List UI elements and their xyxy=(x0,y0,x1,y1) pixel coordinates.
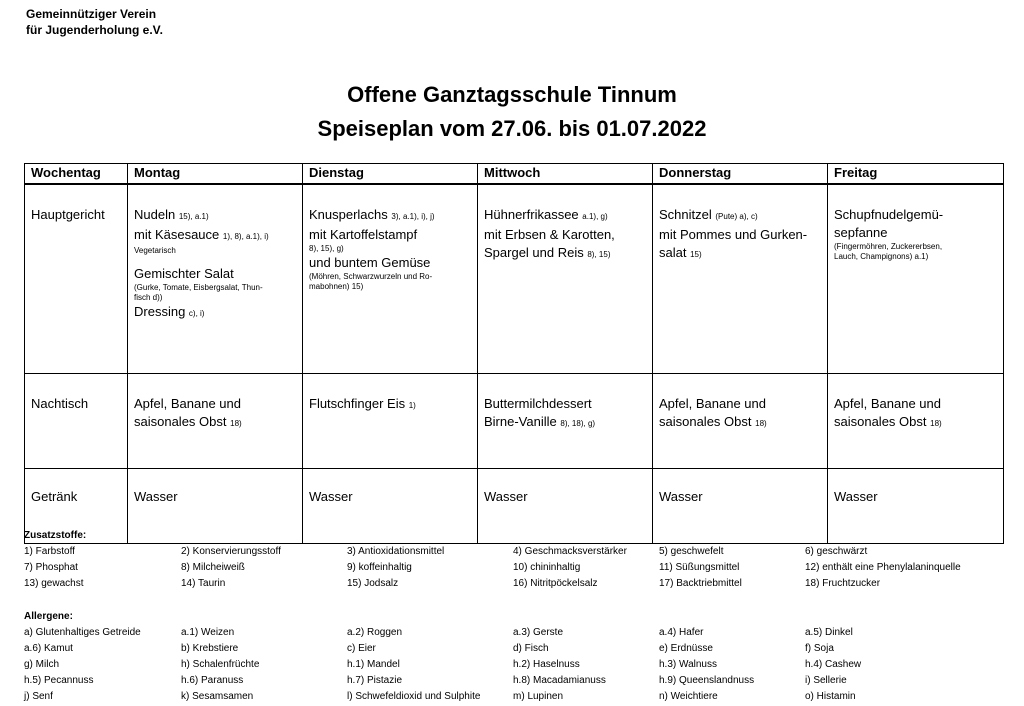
list-item: h.4) Cashew xyxy=(805,659,862,670)
organization-name xyxy=(26,6,163,38)
allergens-legend xyxy=(24,609,985,705)
list-item: h) Schalenfrüchte xyxy=(181,659,260,670)
cell-text: salat xyxy=(659,245,687,260)
list-item: 6) geschwärzt xyxy=(805,546,868,557)
main-friday xyxy=(828,184,1004,374)
cell-text: Apfel, Banane und xyxy=(659,396,766,411)
list-item: a.2) Roggen xyxy=(347,627,403,638)
drink-wednesday: Wasser xyxy=(478,469,653,544)
cell-text: 15) xyxy=(690,250,702,259)
list-item: m) Lupinen xyxy=(513,691,564,702)
cell-text: 18) xyxy=(230,419,242,428)
list-item: 10) chininhaltig xyxy=(513,562,581,573)
document-title: Offene Ganztagsschule Tinnum xyxy=(347,82,677,107)
cell-text: und buntem Gemüse xyxy=(309,255,431,270)
list-item: 4) Geschmacksverstärker xyxy=(513,546,627,557)
cell-text: a.1), g) xyxy=(582,212,608,221)
list-item: 14) Taurin xyxy=(181,578,226,589)
main-monday xyxy=(128,184,303,374)
list-item: i) Sellerie xyxy=(805,675,847,686)
list-item: a) Glutenhaltiges Getreide xyxy=(24,627,141,638)
drink-thursday: Wasser xyxy=(653,469,828,544)
cell-text: mit Käsesauce xyxy=(134,227,220,242)
list-item: 17) Backtriebmittel xyxy=(659,578,742,589)
cell-text: 1), 8), a.1), i) xyxy=(222,232,269,241)
list-item: c) Eier xyxy=(347,643,376,654)
cell-text: saisonales Obst xyxy=(659,414,752,429)
additives-list xyxy=(24,544,985,592)
list-item: 9) koffeinhaltig xyxy=(347,562,412,573)
drink-tuesday: Wasser xyxy=(303,469,478,544)
list-item: h.5) Pecannuss xyxy=(24,675,94,686)
cell-text: Hühnerfrikassee xyxy=(484,207,579,222)
table-row xyxy=(25,184,1004,374)
cell-text: 1) xyxy=(408,401,416,410)
cell-text: 8), 18), g) xyxy=(560,419,596,428)
cell-text: Nudeln xyxy=(134,207,176,222)
cell-text: 15), a.1) xyxy=(178,212,209,221)
additives-legend xyxy=(24,528,985,592)
cell-text: (Pute) a), c) xyxy=(715,212,758,221)
cell-text: Buttermilchdessert xyxy=(484,396,592,411)
table-header-row xyxy=(25,164,1004,185)
list-item: k) Sesamsamen xyxy=(181,691,254,702)
main-tuesday xyxy=(303,184,478,374)
list-item: a.3) Gerste xyxy=(513,627,564,638)
header-monday: Montag xyxy=(128,164,303,185)
cell-text: c), i) xyxy=(188,309,205,318)
list-item: l) Schwefeldioxid und Sulphite xyxy=(347,691,481,702)
list-item: 11) Süßungsmittel xyxy=(659,562,740,573)
cell-text: Schupfnudelgemü- xyxy=(834,207,944,222)
list-item: o) Histamin xyxy=(805,691,856,702)
cell-text: 8), 15), g) xyxy=(309,244,344,253)
list-item: 8) Milcheiweiß xyxy=(181,562,245,573)
list-item: n) Weichtiere xyxy=(659,691,718,702)
list-item: h.2) Haselnuss xyxy=(513,659,580,670)
menu-date-range: Speiseplan vom 27.06. bis 01.07.2022 xyxy=(317,116,707,141)
cell-text: 8), 15) xyxy=(587,250,611,259)
list-item: 7) Phosphat xyxy=(24,562,78,573)
header-tuesday: Dienstag xyxy=(303,164,478,185)
list-item: h.8) Macadamianuss xyxy=(513,675,606,686)
drink-friday: Wasser xyxy=(828,469,1004,544)
main-thursday xyxy=(653,184,828,374)
dessert-friday xyxy=(828,374,1004,469)
cell-text: (Gurke, Tomate, Eisbergsalat, Thun- xyxy=(134,283,263,292)
org-line-2: für Jugenderholung e.V. xyxy=(26,23,163,37)
cell-text: saisonales Obst xyxy=(834,414,927,429)
cell-text: Gemischter Salat xyxy=(134,266,234,281)
cell-text: Vegetarisch xyxy=(134,246,176,255)
dessert-tuesday xyxy=(303,374,478,469)
list-item: g) Milch xyxy=(24,659,60,670)
list-item: h.7) Pistazie xyxy=(347,675,403,686)
cell-text: 18) xyxy=(930,419,942,428)
cell-text: 18) xyxy=(755,419,767,428)
cell-text: mabohnen) 15) xyxy=(309,282,364,291)
list-item: b) Krebstiere xyxy=(181,643,239,654)
dessert-monday xyxy=(128,374,303,469)
list-item: 16) Nitritpöckelsalz xyxy=(513,578,598,589)
list-item: 3) Antioxidationsmittel xyxy=(347,546,445,557)
cell-text: (Fingermöhren, Zuckererbsen, xyxy=(834,242,943,251)
cell-text: 3), a.1), i), j) xyxy=(391,212,435,221)
row-label-drink: Getränk xyxy=(25,469,128,544)
cell-text: saisonales Obst xyxy=(134,414,227,429)
list-item: a.5) Dinkel xyxy=(805,627,853,638)
allergens-list xyxy=(24,625,985,705)
list-item: 13) gewachst xyxy=(24,578,84,589)
cell-text: mit Erbsen & Karotten, xyxy=(484,227,615,242)
cell-text: Flutschfinger Eis xyxy=(309,396,406,411)
table-row xyxy=(25,374,1004,469)
additives-heading: Zusatzstoffe: xyxy=(24,530,87,541)
header-wednesday: Mittwoch xyxy=(478,164,653,185)
cell-text: (Möhren, Schwarzwurzeln und Ro- xyxy=(309,272,433,281)
cell-text: Knusperlachs xyxy=(309,207,388,222)
cell-text: mit Kartoffelstampf xyxy=(309,227,418,242)
cell-text: Schnitzel xyxy=(659,207,712,222)
header-friday: Freitag xyxy=(828,164,1004,185)
list-item: j) Senf xyxy=(24,691,53,702)
list-item: h.6) Paranuss xyxy=(181,675,244,686)
list-item: 18) Fruchtzucker xyxy=(805,578,881,589)
dessert-wednesday xyxy=(478,374,653,469)
list-item: 15) Jodsalz xyxy=(347,578,399,589)
list-item: a.6) Kamut xyxy=(24,643,73,654)
list-item: 2) Konservierungsstoff xyxy=(181,546,281,557)
cell-text: Birne-Vanille xyxy=(484,414,557,429)
list-item: h.3) Walnuss xyxy=(659,659,717,670)
allergens-heading: Allergene: xyxy=(24,611,73,622)
menu-table xyxy=(24,163,1004,544)
cell-text: sepfanne xyxy=(834,225,888,240)
list-item: a.1) Weizen xyxy=(181,627,235,638)
list-item: 12) enthält eine Phenylalaninquelle xyxy=(805,562,961,573)
cell-text: Apfel, Banane und xyxy=(134,396,241,411)
list-item: d) Fisch xyxy=(513,643,549,654)
header-thursday: Donnerstag xyxy=(653,164,828,185)
org-line-1: Gemeinnütziger Verein xyxy=(26,7,157,21)
list-item: h.1) Mandel xyxy=(347,659,400,670)
cell-text: Apfel, Banane und xyxy=(834,396,941,411)
cell-text: Dressing xyxy=(134,304,186,319)
header-weekday: Wochentag xyxy=(25,164,128,185)
cell-text: Lauch, Champignons) a.1) xyxy=(834,252,929,261)
row-label-dessert: Nachtisch xyxy=(25,374,128,469)
cell-text: mit Pommes und Gurken- xyxy=(659,227,808,242)
list-item: f) Soja xyxy=(805,643,834,654)
list-item: e) Erdnüsse xyxy=(659,643,713,654)
cell-text: Spargel und Reis xyxy=(484,245,584,260)
list-item: 5) geschwefelt xyxy=(659,546,724,557)
drink-monday: Wasser xyxy=(128,469,303,544)
cell-text: fisch d)) xyxy=(134,293,163,302)
list-item: a.4) Hafer xyxy=(659,627,704,638)
main-wednesday xyxy=(478,184,653,374)
list-item: 1) Farbstoff xyxy=(24,546,75,557)
dessert-thursday xyxy=(653,374,828,469)
row-label-main: Hauptgericht xyxy=(25,184,128,374)
list-item: h.9) Queenslandnuss xyxy=(659,675,755,686)
